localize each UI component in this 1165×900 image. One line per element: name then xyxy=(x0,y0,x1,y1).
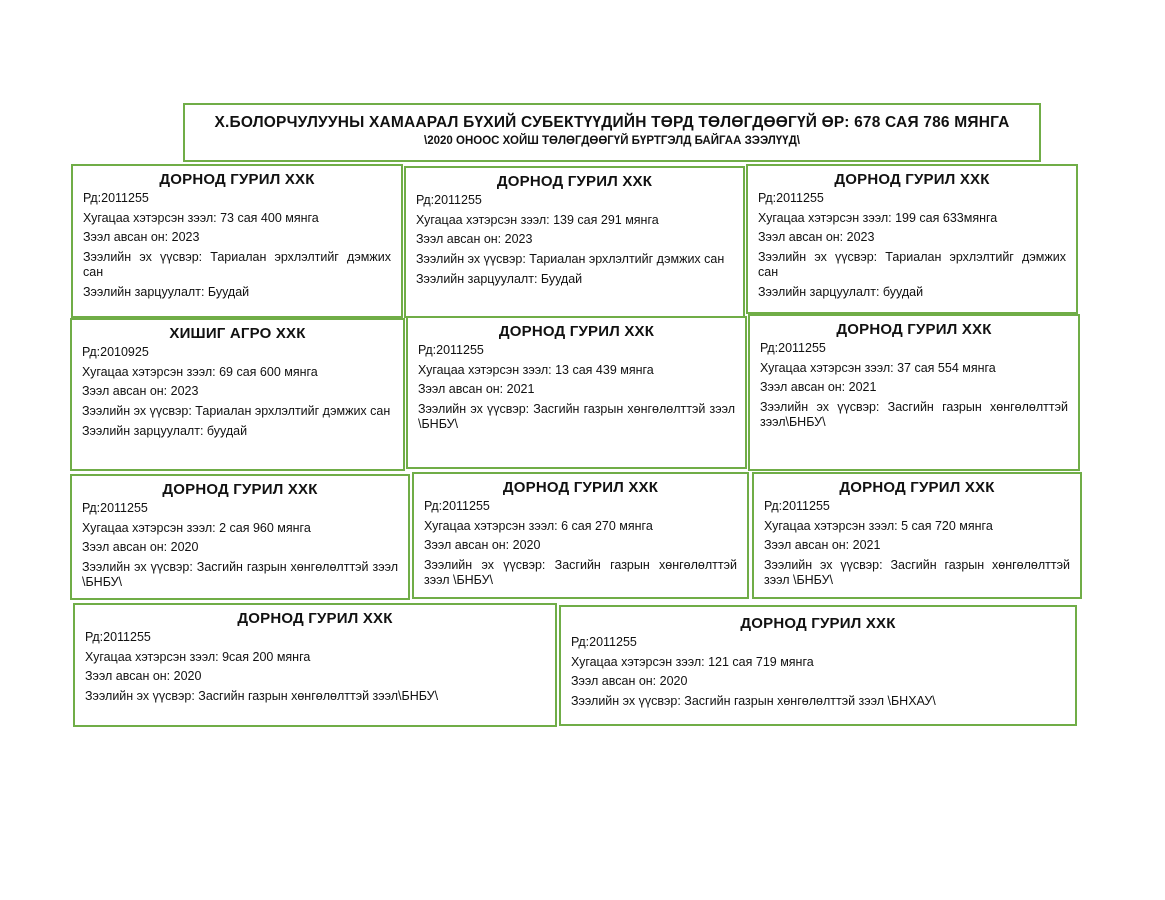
loan-year: Зээл авсан он: 2023 xyxy=(82,384,199,398)
loan-usage: Зээлийн зарцуулалт: Буудай xyxy=(416,271,583,286)
loan-card-8 xyxy=(412,472,749,599)
registration-number: Рд:2011255 xyxy=(764,499,830,513)
loan-source: Зээлийн эх үүсвэр: Засгийн газрын хөнгөлөлттэй зээл \БНБУ\ xyxy=(764,557,1070,587)
company-name: ДОРНОД ГУРИЛ ХХК xyxy=(498,323,655,340)
loan-card-6 xyxy=(748,314,1080,471)
loan-year: Зээл авсан он: 2023 xyxy=(83,230,200,244)
loan-card-9 xyxy=(752,472,1082,599)
registration-number: Рд:2011255 xyxy=(571,635,637,649)
company-name: ДОРНОД ГУРИЛ ХХК xyxy=(162,481,318,498)
registration-number: Рд:2011255 xyxy=(758,191,824,205)
registration-number: Рд:2011255 xyxy=(85,630,151,644)
loan-usage: Зээлийн зарцуулалт: Буудай xyxy=(83,284,250,299)
loan-card-7 xyxy=(70,474,410,600)
loan-source: Зээлийн эх үүсвэр: Тариалан эрхлэлтийг дэмжих сан xyxy=(83,249,391,279)
registration-number: Рд:2011255 xyxy=(416,193,482,207)
overdue-loan: Хугацаа хэтэрсэн зээл: 69 сая 600 мянга xyxy=(82,364,318,379)
header-box xyxy=(183,103,1041,162)
overdue-loan: Хугацаа хэтэрсэн зээл: 199 сая 633мянга xyxy=(758,210,998,225)
loan-source: Зээлийн эх үүсвэр: Тариалан эрхлэлтийг дэмжих сан xyxy=(758,249,1066,279)
loan-year: Зээл авсан он: 2023 xyxy=(758,230,875,244)
page-title: Х.БОЛОРЧУЛУУНЫ ХАМААРАЛ БҮХИЙ СУБЕКТҮҮДИЙН ТӨРД ТӨЛӨГДӨӨГҮЙ ӨР: 678 САЯ 786 МЯНГА xyxy=(214,114,1010,131)
company-name: ДОРНОД ГУРИЛ ХХК xyxy=(839,479,995,496)
loan-card-1 xyxy=(71,164,403,318)
loan-usage: Зээлийн зарцуулалт: буудай xyxy=(758,284,924,299)
loan-year: Зээл авсан он: 2023 xyxy=(416,232,533,246)
company-name: ХИШИГ АГРО ХХК xyxy=(169,325,306,342)
loan-card-2 xyxy=(404,166,745,318)
loan-source: Зээлийн эх үүсвэр: Засгийн газрын хөнгөлөлттэй зээл \БНБУ\ xyxy=(82,559,398,589)
loan-source: Зээлийн эх үүсвэр: Засгийн газрын хөнгөлөлттэй зээл \БНБУ\ xyxy=(418,401,735,431)
overdue-loan: Хугацаа хэтэрсэн зээл: 2 сая 960 мянга xyxy=(82,520,311,535)
loan-source: Зээлийн эх үүсвэр: Засгийн газрын хөнгөлөлттэй зээл \БНБУ\ xyxy=(424,557,737,587)
loan-card-11 xyxy=(559,605,1077,726)
registration-number: Рд:2011255 xyxy=(424,499,490,513)
loan-year: Зээл авсан он: 2020 xyxy=(82,540,199,554)
registration-number: Рд:2011255 xyxy=(82,501,148,515)
overdue-loan: Хугацаа хэтэрсэн зээл: 13 сая 439 мянга xyxy=(418,362,654,377)
loan-source: Зээлийн эх үүсвэр: Засгийн газрын хөнгөлөлттэй зээл\БНБУ\ xyxy=(760,399,1068,429)
loan-source: Зээлийн эх үүсвэр: Тариалан эрхлэлтийг дэмжих сан xyxy=(82,403,391,418)
overdue-loan: Хугацаа хэтэрсэн зээл: 139 сая 291 мянга xyxy=(416,212,659,227)
company-name: ДОРНОД ГУРИЛ ХХК xyxy=(836,321,992,338)
registration-number: Рд:2011255 xyxy=(760,341,826,355)
company-name: ДОРНОД ГУРИЛ ХХК xyxy=(237,610,393,627)
loan-source: Зээлийн эх үүсвэр: Засгийн газрын хөнгөлөлттэй зээл\БНБУ\ xyxy=(85,688,439,703)
overdue-loan: Хугацаа хэтэрсэн зээл: 37 сая 554 мянга xyxy=(760,360,996,375)
registration-number: Рд:2011255 xyxy=(418,343,484,357)
company-name: ДОРНОД ГУРИЛ ХХК xyxy=(159,171,315,188)
loan-card-10 xyxy=(73,603,557,727)
loan-source: Зээлийн эх үүсвэр: Засгийн газрын хөнгөлөлттэй зээл \БНХАУ\ xyxy=(571,693,936,708)
loan-year: Зээл авсан он: 2020 xyxy=(85,669,202,683)
loan-card-4 xyxy=(70,318,405,471)
loan-card-3 xyxy=(746,164,1078,314)
overdue-loan: Хугацаа хэтэрсэн зээл: 121 сая 719 мянга xyxy=(571,654,814,669)
loan-source: Зээлийн эх үүсвэр: Тариалан эрхлэлтийг дэмжих сан xyxy=(416,251,725,266)
registration-number: Рд:2010925 xyxy=(82,345,149,359)
loan-year: Зээл авсан он: 2021 xyxy=(760,380,877,394)
company-name: ДОРНОД ГУРИЛ ХХК xyxy=(502,479,659,496)
company-name: ДОРНОД ГУРИЛ ХХК xyxy=(740,615,896,632)
overdue-loan: Хугацаа хэтэрсэн зээл: 5 сая 720 мянга xyxy=(764,518,993,533)
loan-year: Зээл авсан он: 2021 xyxy=(418,382,535,396)
overdue-loan: Хугацаа хэтэрсэн зээл: 6 сая 270 мянга xyxy=(424,518,653,533)
overdue-loan: Хугацаа хэтэрсэн зээл: 9сая 200 мянга xyxy=(85,649,311,664)
overdue-loan: Хугацаа хэтэрсэн зээл: 73 сая 400 мянга xyxy=(83,210,319,225)
registration-number: Рд:2011255 xyxy=(83,191,149,205)
loan-year: Зээл авсан он: 2020 xyxy=(424,538,541,552)
loan-year: Зээл авсан он: 2020 xyxy=(571,674,688,688)
loan-card-5 xyxy=(406,316,747,469)
page-subtitle: \2020 ОНООС ХОЙШ ТӨЛӨГДӨӨГҮЙ БҮРТГЭЛД БАЙГАА ЗЭЭЛҮҮД\ xyxy=(424,135,800,147)
loan-year: Зээл авсан он: 2021 xyxy=(764,538,881,552)
company-name: ДОРНОД ГУРИЛ ХХК xyxy=(834,171,990,188)
loan-usage: Зээлийн зарцуулалт: буудай xyxy=(82,423,248,438)
company-name: ДОРНОД ГУРИЛ ХХК xyxy=(496,173,653,190)
